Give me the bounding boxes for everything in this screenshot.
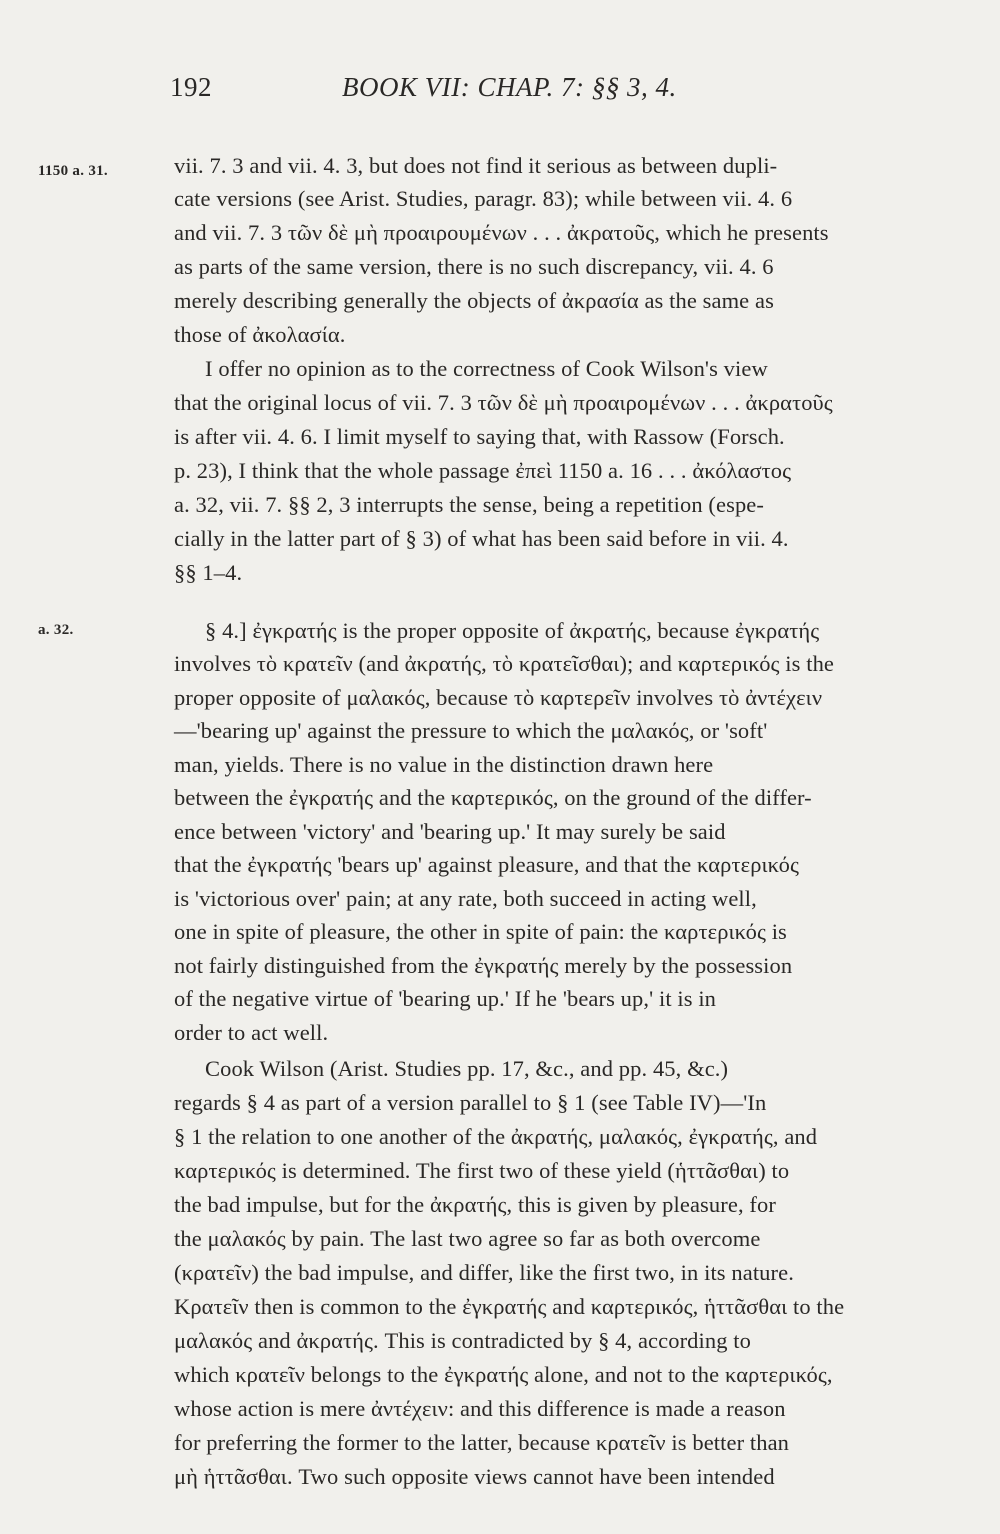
- text-line: which κρατεῖν belongs to the ἐγκρατής alone, and not to the καρτερικός,: [174, 1362, 833, 1387]
- text-line: μὴ ἡττᾶσθαι. Two such opposite views cannot have been intended: [174, 1464, 775, 1489]
- text-line: cially in the latter part of § 3) of what has been said before in vii. 4.: [174, 526, 789, 551]
- text-line: p. 23), I think that the whole passage ἐπεὶ 1150 a. 16 . . . ἀκόλαστος: [174, 458, 792, 483]
- text-line: as parts of the same version, there is no such discrepancy, vii. 4. 6: [174, 254, 774, 279]
- text-line: cate versions (see Arist. Studies, paragr. 83); while between vii. 4. 6: [174, 186, 793, 211]
- page-number: 192: [170, 72, 212, 102]
- text-line: one in spite of pleasure, the other in spite of pain: the καρτερικός is: [174, 919, 787, 944]
- text-line: the μαλακός by pain. The last two agree so far as both overcome: [174, 1226, 761, 1251]
- text-line: proper opposite of μαλακός, because τὸ καρτερεῖν involves τὸ ἀντέχειν: [174, 685, 823, 710]
- text-line: and vii. 7. 3 τῶν δὲ μὴ προαιρουμένων . . . ἀκρατοῦς, which he presents: [174, 220, 829, 245]
- text-line: Cook Wilson (Arist. Studies pp. 17, &c., and pp. 45, &c.): [205, 1056, 729, 1081]
- text-line: §§ 1–4.: [174, 560, 243, 585]
- text-line: between the ἐγκρατής and the καρτερικός, on the ground of the differ-: [174, 785, 812, 810]
- text-line: not fairly distinguished from the ἐγκρατής merely by the possession: [174, 953, 793, 978]
- text-line: μαλακός and ἀκρατής. This is contradicted by § 4, according to: [174, 1328, 752, 1353]
- text-line: ence between 'victory' and 'bearing up.' It may surely be said: [174, 819, 726, 844]
- margin-reference: 1150 a. 31.: [38, 163, 108, 179]
- text-line: involves τὸ κρατεῖν (and ἀκρατής, τὸ κρατεῖσθαι); and καρτερικός is the: [174, 651, 835, 676]
- text-line: merely describing generally the objects of ἀκρασία as the same as: [174, 288, 774, 313]
- text-line: that the ἐγκρατής 'bears up' against pleasure, and that the καρτερικός: [174, 852, 799, 877]
- text-line: § 4.] ἐγκρατής is the proper opposite of ἀκρατής, because ἐγκρατής: [205, 618, 820, 643]
- text-line: § 1 the relation to one another of the ἀκρατής, μαλακός, ἐγκρατής, and: [174, 1124, 818, 1149]
- text-line: vii. 7. 3 and vii. 4. 3, but does not find it serious as between dupli-: [174, 153, 778, 178]
- text-line: that the original locus of vii. 7. 3 τῶν δὲ μὴ προαιρομένων . . . ἀκρατοῦς: [174, 390, 833, 415]
- margin-reference: a. 32.: [38, 622, 74, 638]
- text-line: καρτερικός is determined. The first two of these yield (ἡττᾶσθαι) to: [174, 1158, 790, 1183]
- text-line: of the negative virtue of 'bearing up.' If he 'bears up,' it is in: [174, 986, 717, 1011]
- text-line: Κρατεῖν then is common to the ἐγκρατής and καρτερικός, ἡττᾶσθαι to the: [174, 1294, 845, 1319]
- text-line: those of ἀκολασία.: [174, 322, 346, 347]
- text-line: for preferring the former to the latter, because κρατεῖν is better than: [174, 1430, 790, 1455]
- text-line: the bad impulse, but for the ἀκρατής, this is given by pleasure, for: [174, 1192, 776, 1217]
- text-line: —'bearing up' against the pressure to which the μαλακός, or 'soft': [174, 718, 768, 743]
- running-title: BOOK VII: CHAP. 7: §§ 3, 4.: [342, 72, 677, 102]
- text-line: I offer no opinion as to the correctness of Cook Wilson's view: [205, 356, 768, 381]
- text-line: regards § 4 as part of a version parallel to § 1 (see Table IV)—'In: [174, 1090, 767, 1115]
- text-line: whose action is mere ἀντέχειν: and this difference is made a reason: [174, 1396, 786, 1421]
- text-line: a. 32, vii. 7. §§ 2, 3 interrupts the sense, being a repetition (espe-: [174, 492, 764, 517]
- text-line: (κρατεῖν) the bad impulse, and differ, like the first two, in its nature.: [174, 1260, 794, 1285]
- text-line: is after vii. 4. 6. I limit myself to saying that, with Rassow (Forsch.: [174, 424, 785, 449]
- text-line: order to act well.: [174, 1020, 329, 1045]
- text-line: man, yields. There is no value in the distinction drawn here: [174, 752, 714, 777]
- text-line: is 'victorious over' pain; at any rate, both succeed in acting well,: [174, 886, 757, 911]
